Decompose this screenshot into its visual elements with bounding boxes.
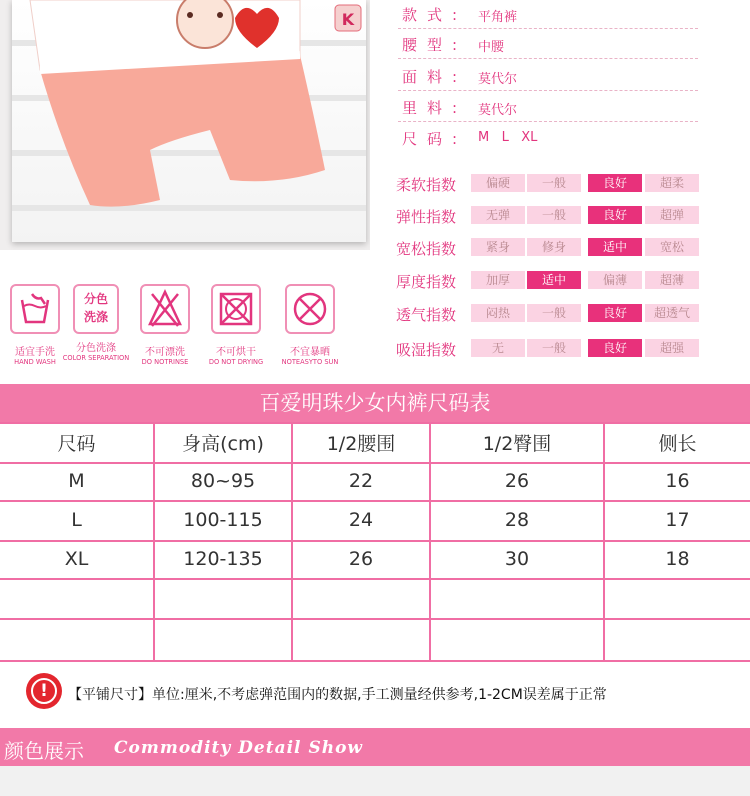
spec-label: 腰型: <box>402 36 468 54</box>
care-no-bleach <box>129 284 201 366</box>
no-tumble-dry-icon <box>211 284 261 334</box>
index-option-selected: 适中 <box>588 238 642 256</box>
no-bleach-icon <box>140 284 190 334</box>
index-option: 超强 <box>645 339 699 357</box>
table-column-rule <box>603 422 605 662</box>
no-sun-icon <box>285 284 335 334</box>
table-header-cell: 1/2臀围 <box>482 433 552 455</box>
table-cell: 24 <box>348 509 374 531</box>
index-option: 偏薄 <box>588 271 642 289</box>
table-header-cell: 侧长 <box>658 433 697 455</box>
color-section-bar <box>0 728 750 766</box>
table-cell: 28 <box>504 509 530 531</box>
color-separation-icon <box>73 284 119 334</box>
table-rule <box>0 422 750 424</box>
index-option: 超弹 <box>645 206 699 224</box>
spec-label: 里料: <box>402 99 468 117</box>
spec-value: M L XL <box>478 130 538 145</box>
table-header-cell: 1/2腰围 <box>326 433 396 455</box>
table-column-rule <box>291 422 293 662</box>
color-section-title: 颜色展示 <box>4 739 84 763</box>
care-label-en: DO NOTRINSE <box>141 358 189 366</box>
table-cell: 16 <box>665 470 690 492</box>
index-row <box>396 269 706 291</box>
index-option: 无 <box>471 339 525 357</box>
table-rule <box>0 618 750 620</box>
size-table-title: 百爱明珠少女内裤尺码表 <box>0 384 750 422</box>
spec-style <box>398 0 698 29</box>
table-header-cell: 尺码 <box>57 433 96 455</box>
badge-line: 分色 <box>83 292 108 306</box>
index-label: 宽松指数 <box>396 240 457 258</box>
table-cell: M <box>68 470 85 492</box>
warning-icon <box>26 673 62 709</box>
table-cell: 120-135 <box>183 548 263 570</box>
care-label-en: HAND WASH <box>14 358 56 366</box>
care-label: 分色洗涤 <box>76 343 116 354</box>
table-column-rule <box>153 422 155 662</box>
svg-text:K: K <box>341 10 355 29</box>
care-label: 不可漂洗 <box>145 347 185 358</box>
index-row <box>396 236 706 258</box>
care-label-en: COLOR SEPARATION <box>62 354 130 362</box>
care-label-en: DO NOT DRYING <box>208 358 264 366</box>
table-rule <box>0 462 750 464</box>
care-label-en: NOTEASYTO SUN <box>281 358 339 366</box>
care-color-separation <box>60 284 132 362</box>
index-label: 弹性指数 <box>396 208 457 226</box>
table-cell: 26 <box>348 548 374 570</box>
index-row <box>396 337 706 359</box>
index-option: 一般 <box>527 339 581 357</box>
index-option: 一般 <box>527 174 581 192</box>
hand-wash-icon <box>10 284 60 334</box>
table-cell: XL <box>64 548 89 570</box>
table-cell: 17 <box>665 509 690 531</box>
index-option-selected: 良好 <box>588 206 642 224</box>
index-option: 宽松 <box>645 238 699 256</box>
index-option: 闷热 <box>471 304 525 322</box>
warning-icon-glyph: ! <box>31 678 57 704</box>
table-rule <box>0 578 750 580</box>
table-cell: 26 <box>504 470 530 492</box>
table-cell: 80~95 <box>190 470 256 492</box>
spec-label: 尺码: <box>402 130 468 148</box>
index-option-selected: 良好 <box>588 339 642 357</box>
index-label: 厚度指数 <box>396 273 457 291</box>
measurement-note: 【平铺尺寸】单位:厘米,不考虑弹范围内的数据,手工测量经供参考,1-2CM误差属于正常 <box>68 687 607 703</box>
table-header-cell: 身高(cm) <box>182 433 264 455</box>
spec-waist <box>398 30 698 59</box>
table-rule <box>0 660 750 662</box>
index-row <box>396 172 706 194</box>
spec-label: 款式: <box>402 6 468 24</box>
care-no-tumble-dry <box>200 284 272 366</box>
care-label: 适宜手洗 <box>15 347 55 358</box>
index-label: 柔软指数 <box>396 176 457 194</box>
index-option: 一般 <box>527 304 581 322</box>
table-cell: 18 <box>665 548 690 570</box>
spec-lining <box>398 93 698 122</box>
badge-line: 洗涤 <box>83 310 108 324</box>
spec-value: 中腰 <box>478 40 505 55</box>
index-option: 超柔 <box>645 174 699 192</box>
table-rule <box>0 500 750 502</box>
care-label: 不宜暴晒 <box>290 347 330 358</box>
index-row <box>396 302 706 324</box>
index-option: 超透气 <box>645 304 699 322</box>
index-option: 加厚 <box>471 271 525 289</box>
index-option: 超薄 <box>645 271 699 289</box>
table-cell: 30 <box>504 548 530 570</box>
spec-value: 莫代尔 <box>478 72 518 87</box>
spec-value: 平角裤 <box>478 10 518 25</box>
index-option-selected: 适中 <box>527 271 581 289</box>
product-photo <box>0 0 370 250</box>
care-no-sun <box>274 284 346 366</box>
boxer-shorts-image <box>0 0 370 250</box>
color-photo-area <box>0 766 750 796</box>
index-label: 透气指数 <box>396 306 457 324</box>
index-option: 修身 <box>527 238 581 256</box>
index-option: 无弹 <box>471 206 525 224</box>
table-rule <box>0 540 750 542</box>
care-label: 不可烘干 <box>216 347 256 358</box>
table-column-rule <box>429 422 431 662</box>
index-label: 吸湿指数 <box>396 341 457 359</box>
index-option: 紧身 <box>471 238 525 256</box>
table-cell: L <box>71 509 82 531</box>
index-option-selected: 良好 <box>588 174 642 192</box>
index-option-selected: 良好 <box>588 304 642 322</box>
index-option: 偏硬 <box>471 174 525 192</box>
table-cell: 22 <box>348 470 374 492</box>
index-row <box>396 204 706 226</box>
spec-label: 面料: <box>402 68 468 86</box>
spec-value: 莫代尔 <box>478 103 518 118</box>
table-cell: 100-115 <box>183 509 263 531</box>
index-option: 一般 <box>527 206 581 224</box>
spec-size <box>398 124 698 152</box>
color-section-subtitle: Commodity Detail Show <box>114 738 364 758</box>
spec-fabric <box>398 62 698 91</box>
